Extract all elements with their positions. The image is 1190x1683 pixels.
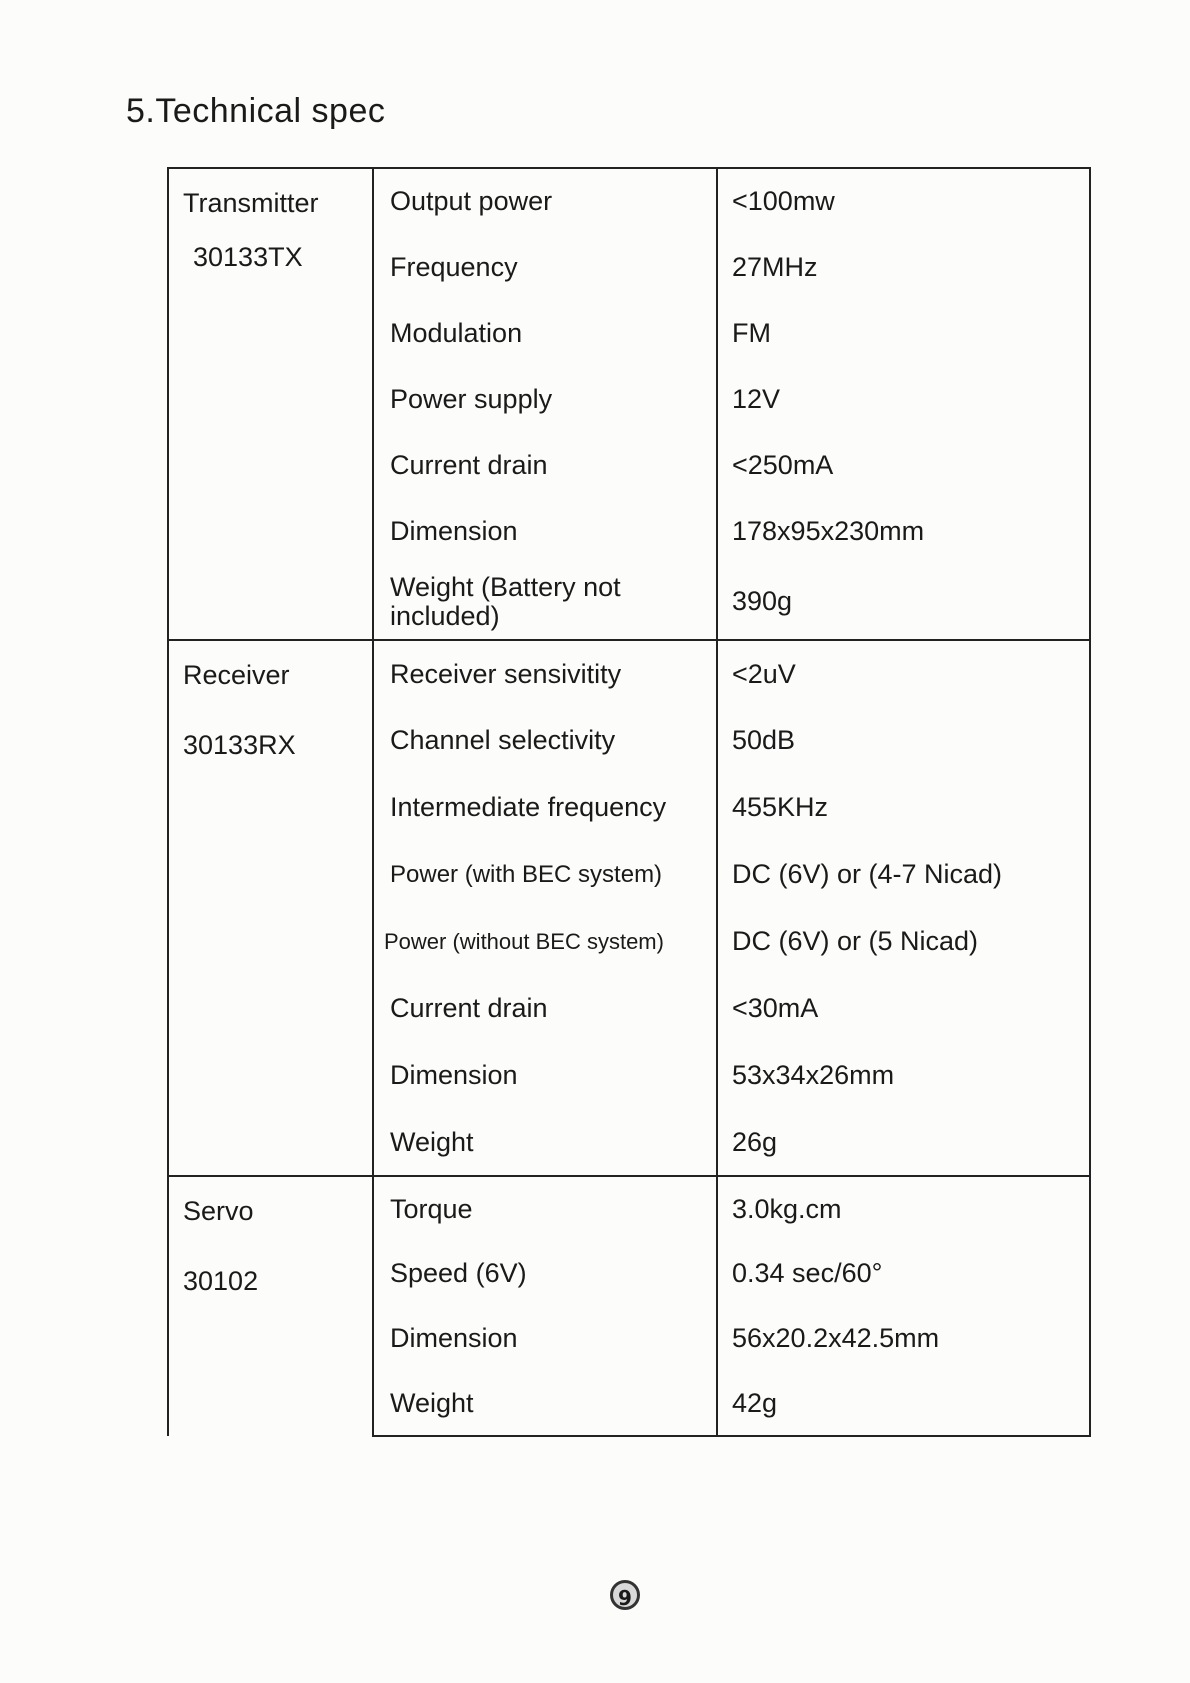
param-label: Frequency — [373, 234, 717, 300]
page-title: 5.Technical spec — [126, 92, 386, 130]
param-label: Power supply — [373, 366, 717, 432]
transmitter-section — [168, 168, 1090, 640]
param-value: 390g — [717, 564, 1090, 640]
param-value: 26g — [717, 1109, 1090, 1176]
param-label: Dimension — [373, 498, 717, 564]
param-label: Weight (Battery not included) — [373, 564, 717, 640]
param-label: Dimension — [373, 1042, 717, 1109]
param-label: Speed (6V) — [373, 1241, 717, 1306]
param-value: DC (6V) or (4-7 Nicad) — [717, 841, 1090, 908]
param-label: Receiver sensivitity — [373, 640, 717, 707]
param-label: Power (with BEC system) — [373, 841, 717, 908]
param-value: 27MHz — [717, 234, 1090, 300]
param-label: Torque — [373, 1176, 717, 1241]
receiver-group-cell — [168, 640, 373, 1176]
param-value: <250mA — [717, 432, 1090, 498]
param-label: Weight — [373, 1109, 717, 1176]
param-value: 56x20.2x42.5mm — [717, 1306, 1090, 1371]
param-label: Dimension — [373, 1306, 717, 1371]
param-value: 12V — [717, 366, 1090, 432]
group-name: Receiver — [183, 660, 290, 690]
param-label: Modulation — [373, 300, 717, 366]
param-value: 178x95x230mm — [717, 498, 1090, 564]
param-value: <100mw — [717, 168, 1090, 234]
group-model: 30133RX — [183, 730, 296, 761]
param-label: Output power — [373, 168, 717, 234]
param-value: FM — [717, 300, 1090, 366]
group-model: 30102 — [183, 1266, 259, 1297]
group-model: 30133TX — [193, 242, 303, 273]
param-label: Current drain — [373, 432, 717, 498]
page-number: 9 — [610, 1580, 640, 1610]
spec-table — [167, 167, 1091, 1437]
param-value: 0.34 sec/60° — [717, 1241, 1090, 1306]
group-name: Servo — [183, 1196, 254, 1226]
param-value: 3.0kg.cm — [717, 1176, 1090, 1241]
param-value: 42g — [717, 1371, 1090, 1436]
param-label: Power (without BEC system) — [373, 908, 717, 975]
param-value: <30mA — [717, 975, 1090, 1042]
param-label: Weight — [373, 1371, 717, 1436]
servo-group-cell — [168, 1176, 373, 1436]
param-label: Current drain — [373, 975, 717, 1042]
servo-section — [168, 1176, 1090, 1436]
group-name: Transmitter — [183, 188, 319, 218]
param-value: 53x34x26mm — [717, 1042, 1090, 1109]
param-value: <2uV — [717, 640, 1090, 707]
table-row — [168, 168, 1090, 234]
param-label: Intermediate frequency — [373, 774, 717, 841]
param-value: 455KHz — [717, 774, 1090, 841]
param-label: Channel selectivity — [373, 707, 717, 774]
param-value: DC (6V) or (5 Nicad) — [717, 908, 1090, 975]
table-row — [168, 1176, 1090, 1241]
table-row — [168, 640, 1090, 707]
param-value: 50dB — [717, 707, 1090, 774]
receiver-section — [168, 640, 1090, 1176]
transmitter-group-cell — [168, 168, 373, 640]
